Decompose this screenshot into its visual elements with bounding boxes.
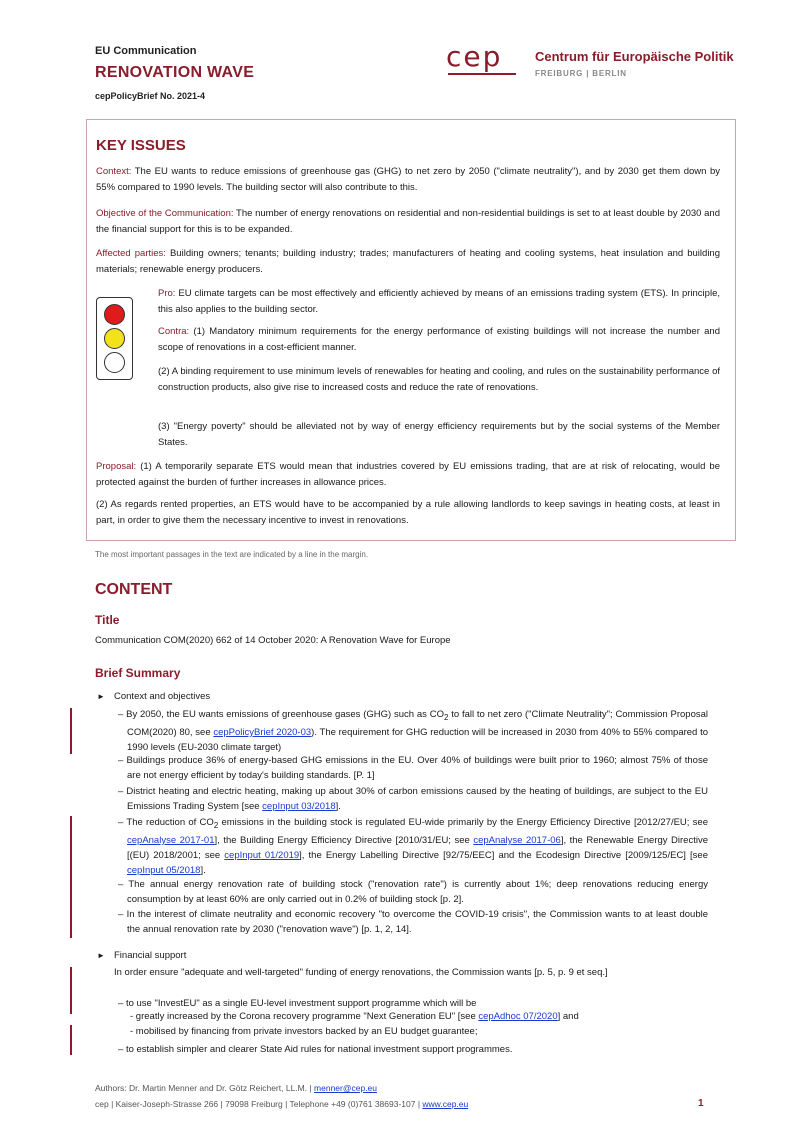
margin-line [70, 708, 72, 754]
context-paragraph [96, 164, 720, 195]
sub-item: - mobilised by financing from private investors backed by an EU budget guarantee; [130, 1026, 478, 1037]
margin-footnote: The most important passages in the text are indicated by a line in the margin. [95, 550, 369, 559]
pro-paragraph [158, 286, 720, 317]
content-heading: CONTENT [95, 581, 173, 598]
authors-text: Authors: Dr. Martin Menner and Dr. Götz Reichert, LL.M. | [95, 1083, 315, 1093]
email-link[interactable]: menner@cep.eu [314, 1083, 378, 1093]
margin-line [70, 1025, 72, 1055]
list-item [118, 815, 708, 878]
item-text: emissions in the building stock is regulated EU-wide primarily by the Energy Efficiency Directive [2012/27/EU; see [218, 817, 709, 828]
subscript: 2 [213, 820, 219, 830]
item-text: Buildings produce 36% of energy-based GHG emissions in the EU. Over 40% of buildings were built prior to 1960; almost 75% of those are not energy efficient by today's building standards. [P. 1] [126, 755, 708, 781]
objective-text: The number of energy renovations on residential and non-residential buildings is set to at least double by 2030 and the financial support for this is to be expanded. [96, 208, 720, 235]
website-link[interactable]: www.cep.eu [422, 1099, 469, 1109]
objective-paragraph [96, 206, 720, 237]
key-issues-title: KEY ISSUES [96, 137, 186, 154]
item-text: ] and [557, 1011, 579, 1022]
item-text: to establish simpler and clearer State Aid rules for national investment support programmes. [125, 1044, 513, 1055]
context-objectives-heading: Context and objectives [114, 691, 211, 702]
list-item [118, 1042, 708, 1057]
item-text: District heating and electric heating, making up about 30% of carbon emissions caused by the heating of buildings, are subject to the EU Emissions Trading System [see [126, 786, 709, 812]
proposal-paragraph-1 [96, 459, 720, 490]
doc-title: RENOVATION WAVE [95, 64, 255, 81]
doc-kicker: EU Communication [95, 45, 197, 57]
item-text: to use "InvestEU" as a single EU-level investment support programme which will be [125, 998, 477, 1009]
footer-authors [95, 1083, 377, 1093]
bullet-icon: ► [97, 692, 105, 701]
contra-paragraph-1 [158, 324, 720, 355]
context-text: The EU wants to reduce emissions of greenhouse gas (GHG) to net zero by 2050 ("climate neutrality"), and by 2030 get them down by 55% compared to 1990 levels. The building sector will also contribute to this. [96, 166, 720, 193]
item-text: ], the Energy Labelling Directive [92/75/EEC] and the Ecodesign Directive [2009/125/EC] [see [299, 849, 708, 861]
proposal-label: Proposal: [96, 461, 137, 472]
item-text: ], the Renewable Energy Directive [(EU) 2018/2001; see [127, 834, 708, 861]
margin-line [70, 816, 72, 938]
margin-line [70, 967, 72, 1014]
proposal-text-1: (1) A temporarily separate ETS would mean that industries covered by EU emissions trading, that are at risk of relocating, would be protected against the burden of further increases in allowance prices. [96, 461, 720, 488]
list-item [118, 784, 708, 814]
dash: – [118, 998, 124, 1009]
traffic-light-icon [96, 297, 133, 380]
dash: – [118, 755, 124, 766]
item-text: ], the Building Energy Efficiency Directive [2010/31/EU; see [214, 834, 474, 846]
brief-summary-heading: Brief Summary [95, 666, 181, 680]
title-text: Communication COM(2020) 662 of 14 October 2020: A Renovation Wave for Europe [95, 635, 451, 646]
context-label: Context: [96, 166, 132, 177]
list-item [118, 753, 708, 783]
dash: – [118, 909, 124, 920]
sub-item [130, 1011, 579, 1022]
item-text: ]. [200, 864, 206, 876]
dash: – [118, 879, 124, 890]
dash: – [118, 817, 124, 828]
logo-name: Centrum für Europäische Politik [535, 49, 734, 64]
bullet-icon: ► [97, 951, 105, 960]
list-item [118, 907, 708, 937]
item-text: ). The requirement for GHG reduction will be increased in 2030 from 40% to 55% compared to 1990 levels (EU-2030 climate target) [127, 726, 708, 753]
page-number: 1 [698, 1098, 704, 1109]
financial-intro: In order ensure "adequate and well-targeted" funding of energy renovations, the Commission wants [p. 5, p. 9 et seq.] [114, 967, 608, 978]
subscript: 2 [443, 712, 449, 722]
dash: – [118, 709, 124, 720]
dash: – [118, 786, 124, 797]
link-cepInput-01-2019[interactable]: cepInput 01/2019 [224, 849, 300, 861]
footer-address [95, 1099, 468, 1109]
pro-label: Pro: [158, 288, 176, 299]
proposal-paragraph-2: (2) As regards rented properties, an ETS would have to be accompanied by a rule allowing landlords to keep savings in heating costs, at least in part, in order to give them the necessary incentive to invest in renovations. [96, 499, 720, 526]
item-text: The reduction of CO [126, 817, 214, 828]
contra-text-1: (1) Mandatory minimum requirements for the energy performance of existing buildings will not increase the number and scope of renovations in a cost-efficient manner. [158, 326, 720, 353]
contra-label: Contra: [158, 326, 190, 337]
affected-text: Building owners; tenants; building industry; trades; manufacturers of heating and cooling systems, heat insulation and building materials; renewable energy producers. [96, 248, 720, 275]
link-cepAdhoc-07-2020[interactable]: cepAdhoc 07/2020 [478, 1011, 558, 1022]
pro-text: EU climate targets can be most effectively and efficiently achieved by means of an emissions trading system (ETS). In principle, this also applies to the building sector. [158, 288, 720, 315]
cep-logo [446, 40, 736, 84]
affected-label: Affected parties: [96, 248, 166, 259]
link-cepInput-05-2018[interactable]: cepInput 05/2018 [127, 864, 201, 876]
logo-city: FREIBURG | BERLIN [535, 69, 627, 78]
dash: – [118, 1044, 124, 1055]
logo-underline [448, 73, 516, 75]
objective-label: Objective of the Communication: [96, 208, 234, 219]
title-heading: Title [95, 613, 120, 627]
affected-paragraph [96, 246, 720, 277]
link-cepPolicyBrief-2020-03[interactable]: cepPolicyBrief 2020-03 [213, 726, 312, 738]
item-text: The annual energy renovation rate of building stock ("renovation rate") is currently about 1%; deep renovations reducing energy consumption by at least 60% are only carried out in 0.2% of building stock [p. 2]. [127, 879, 708, 905]
item-text: - greatly increased by the Corona recovery programme "Next Generation EU" [see [130, 1011, 479, 1022]
address-text: cep | Kaiser-Joseph-Strasse 266 | 79098 Freiburg | Telephone +49 (0)761 38693-107 | [95, 1099, 423, 1109]
contra-paragraph-2: (2) A binding requirement to use minimum levels of renewables for heating and cooling, and rules on the sustainability performance of construction products, also give rise to increased costs and reduce the rate of renovations. [158, 366, 720, 393]
link-cepAnalyse-2017-01[interactable]: cepAnalyse 2017-01 [127, 834, 215, 846]
contra-paragraph-3: (3) "Energy poverty" should be alleviated not by way of energy efficiency requirements but by the social systems of the Member States. [158, 421, 720, 448]
item-text: By 2050, the EU wants emissions of greenhouse gases (GHG) such as CO [126, 709, 444, 720]
list-item [118, 877, 708, 907]
item-text: In the interest of climate neutrality and economic recovery "to overcome the COVID-19 crisis", the Commission wants to at least double the annual renovation rate by 2030 ("renovation wave") [p. 1, 2, 14]. [126, 909, 708, 935]
list-item [118, 996, 708, 1011]
list-item [118, 707, 708, 755]
yellow-light [104, 328, 125, 349]
item-text: ]. [335, 801, 341, 812]
green-light-off [104, 352, 125, 373]
link-cepAnalyse-2017-06[interactable]: cepAnalyse 2017-06 [473, 834, 561, 846]
key-issues-box [86, 119, 736, 541]
logo-mark: cep [446, 40, 503, 73]
red-light [104, 304, 125, 325]
financial-support-heading: Financial support [114, 950, 187, 961]
item-text: to fall to net zero ("Climate Neutrality"; Commission Proposal COM(2020) 80, see [127, 709, 709, 738]
link-cepInput-03-2018[interactable]: cepInput 03/2018 [262, 801, 336, 812]
doc-subtitle: cepPolicyBrief No. 2021-4 [95, 91, 206, 101]
